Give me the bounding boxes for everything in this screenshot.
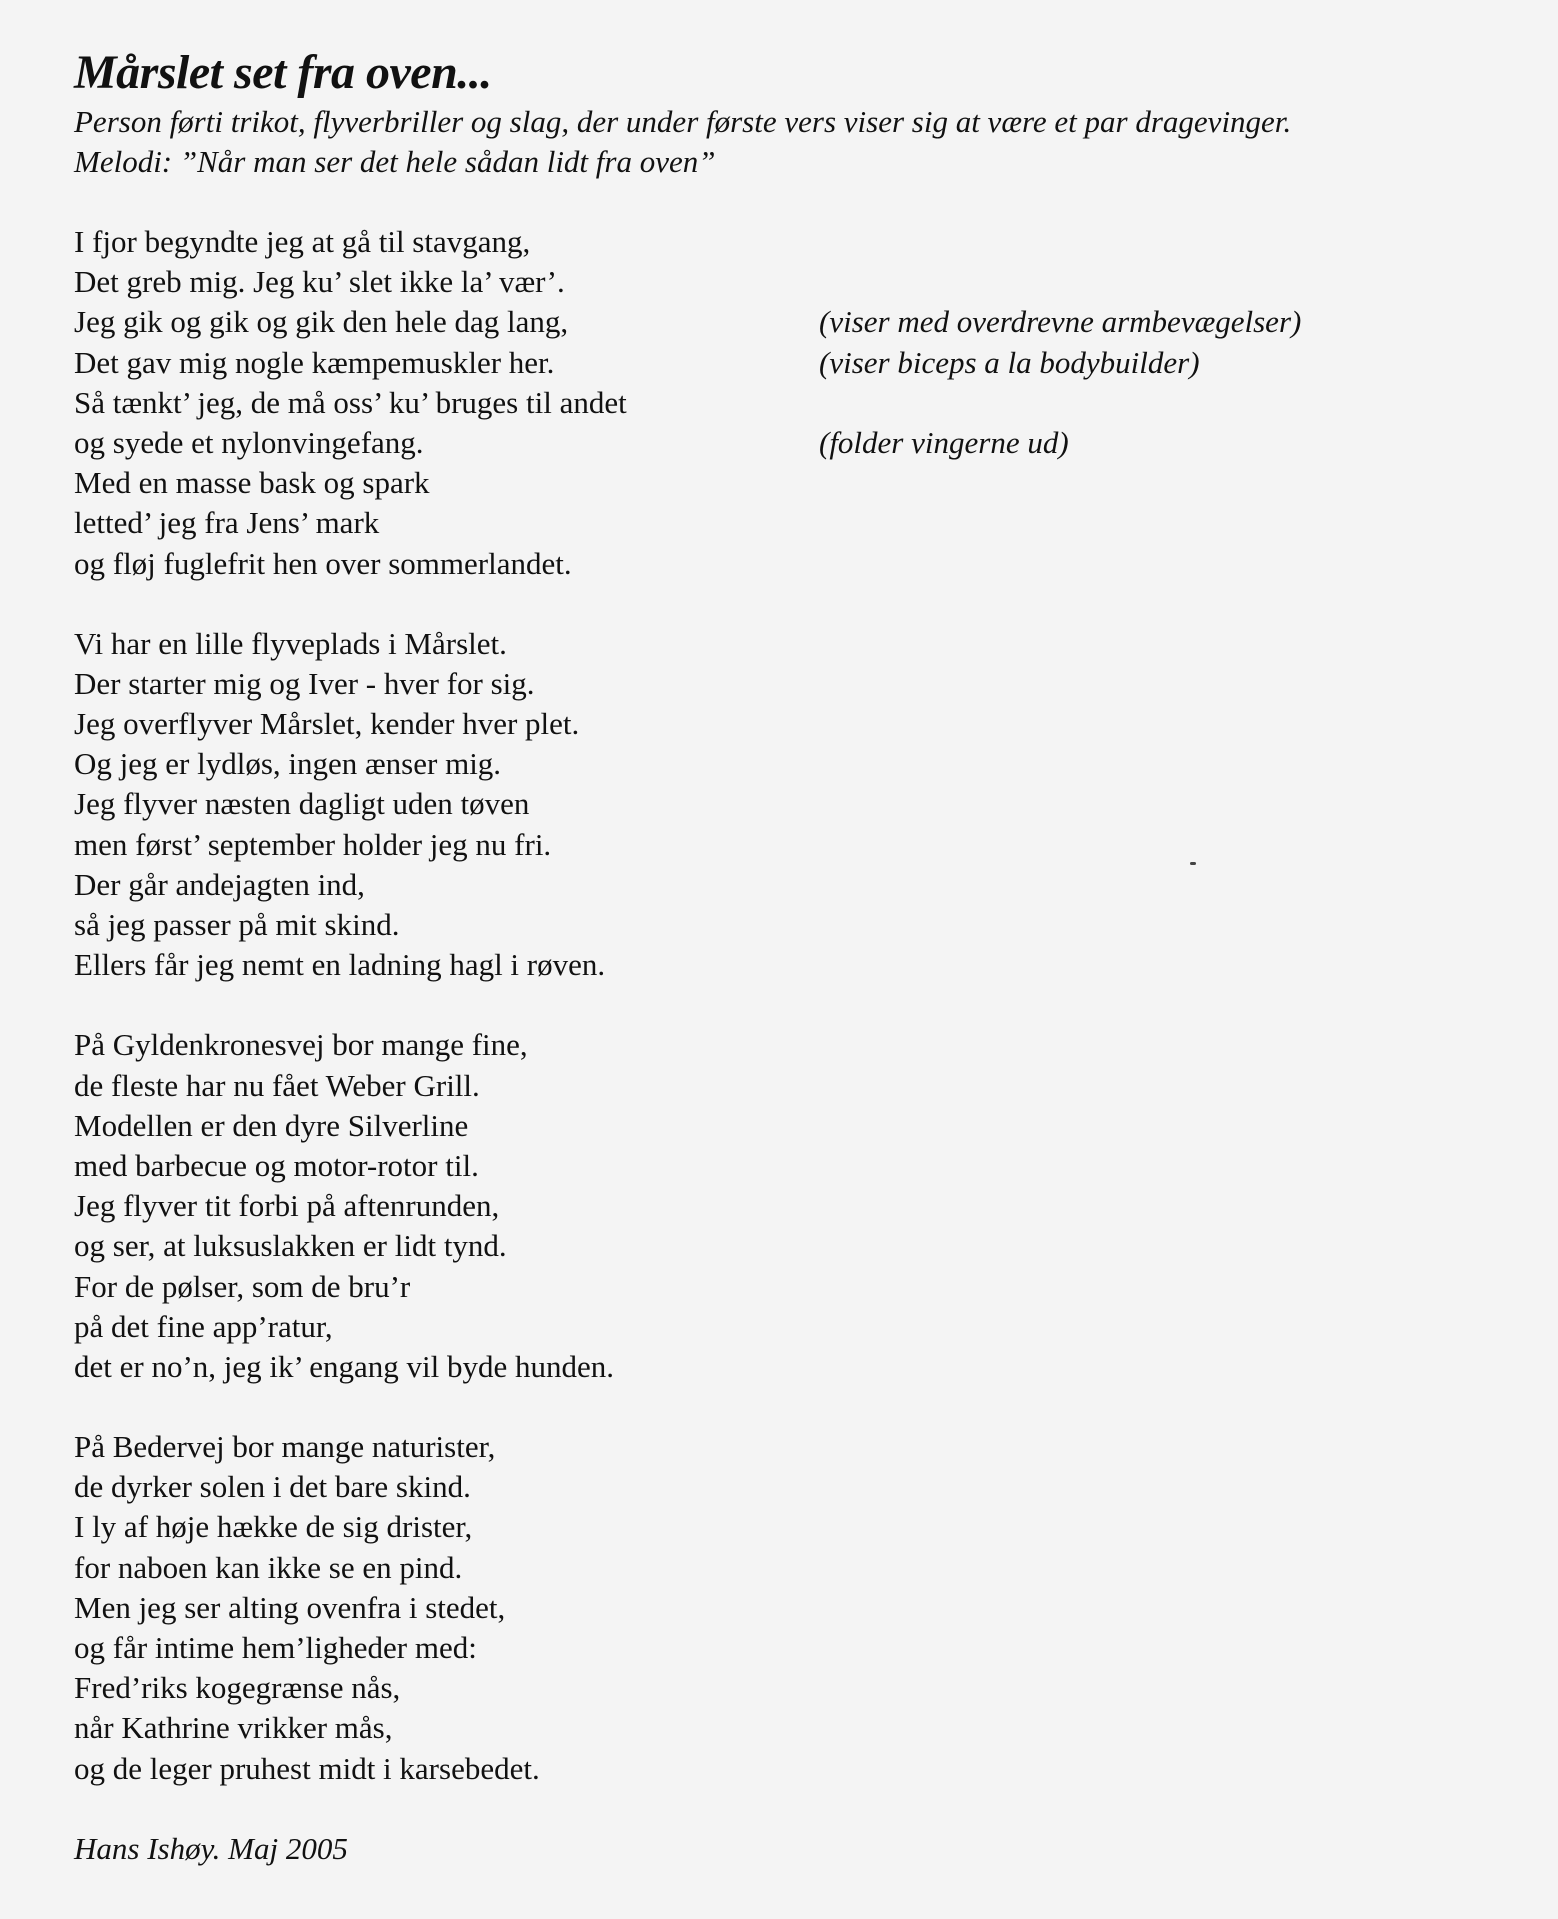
verse-line-text: og de leger pruhest midt i karsebedet. bbox=[74, 1750, 540, 1786]
verse-line-text: Ellers får jeg nemt en ladning hagl i røven. bbox=[74, 947, 606, 983]
verse-line-text: det er no’n, jeg ik’ engang vil byde hunden. bbox=[74, 1348, 615, 1384]
verse-line bbox=[74, 1427, 1518, 1467]
verse-line bbox=[74, 1025, 1518, 1065]
verse-line-text: Jeg overflyver Mårslet, kender hver plet. bbox=[74, 706, 580, 742]
verse-line-text: Der går andejagten ind, bbox=[74, 866, 365, 902]
verse-line-text: når Kathrine vrikker mås, bbox=[74, 1710, 393, 1746]
verse-line bbox=[74, 1708, 1518, 1748]
verse-line bbox=[74, 744, 1518, 784]
verse-line bbox=[74, 945, 1518, 985]
verse-line bbox=[74, 624, 1518, 664]
verse-line bbox=[74, 1267, 1518, 1307]
stanza bbox=[74, 624, 1518, 986]
verse-line bbox=[74, 1628, 1518, 1668]
verse-line bbox=[74, 1186, 1518, 1226]
verse-line-text: de dyrker solen i det bare skind. bbox=[74, 1469, 471, 1505]
verse-line bbox=[74, 1307, 1518, 1347]
verse-line-text: og får intime hem’ligheder med: bbox=[74, 1630, 477, 1665]
verse-line-text: Det greb mig. Jeg ku’ slet ikke la’ vær’. bbox=[74, 264, 565, 300]
verse-line-text: Jeg flyver næsten dagligt uden tøven bbox=[74, 786, 530, 822]
stage-direction: (viser biceps a la bodybuilder) bbox=[819, 344, 1200, 380]
verse-line bbox=[74, 463, 1518, 503]
stanza bbox=[74, 1025, 1518, 1387]
verse-line bbox=[74, 1548, 1518, 1588]
subtitle-melody: Melodi: ”Når man ser det hele sådan lidt fra oven” bbox=[74, 144, 716, 179]
verse-line-text: Der starter mig og Iver - hver for sig. bbox=[74, 665, 535, 701]
verse-line-text: Så tænkt’ jeg, de må oss’ ku’ bruges til andet bbox=[74, 384, 627, 420]
verse-line bbox=[74, 1467, 1518, 1507]
verse-line bbox=[74, 664, 1518, 704]
verse-line bbox=[74, 544, 1518, 584]
verse-line-text: Vi har en lille flyveplads i Mårslet. bbox=[74, 625, 507, 661]
verse-line bbox=[74, 1146, 1518, 1186]
verse-line-text: Med en masse bask og spark bbox=[74, 465, 430, 501]
verse-line bbox=[74, 825, 1518, 865]
verse-line-text: På Gyldenkronesvej bor mange fine, bbox=[74, 1027, 528, 1063]
stage-direction: (viser med overdrevne armbevægelser) bbox=[819, 304, 1302, 340]
verse-line bbox=[74, 1226, 1518, 1266]
song-title: Mårslet set fra oven... bbox=[74, 46, 492, 99]
verse-line-text: og ser, at luksuslakken er lidt tynd. bbox=[74, 1228, 507, 1264]
verse-line bbox=[74, 784, 1518, 824]
verse-line bbox=[74, 1588, 1518, 1628]
scan-speck bbox=[1190, 862, 1196, 865]
verse-line-text: med barbecue og motor-rotor til. bbox=[74, 1147, 479, 1183]
verse-line bbox=[74, 383, 1518, 423]
verse-line-text: Jeg gik og gik og gik den hele dag lang, bbox=[74, 304, 569, 340]
verse-line-text: og syede et nylonvingefang. bbox=[74, 424, 424, 460]
stanza bbox=[74, 1427, 1518, 1789]
verse-line bbox=[74, 704, 1518, 744]
verse-line bbox=[74, 302, 1518, 342]
verse-line-text: Men jeg ser alting ovenfra i stedet, bbox=[74, 1589, 506, 1625]
verse-line bbox=[74, 1668, 1518, 1708]
verse-line bbox=[74, 222, 1518, 262]
verse-line-text: I fjor begyndte jeg at gå til stavgang, bbox=[74, 224, 531, 259]
verse-line-text: Fred’riks kogegrænse nås, bbox=[74, 1670, 401, 1706]
verse-line bbox=[74, 1066, 1518, 1106]
verse-line-text: så jeg passer på mit skind. bbox=[74, 907, 400, 942]
verse-line bbox=[74, 262, 1518, 302]
verse-line-text: og fløj fuglefrit hen over sommerlandet. bbox=[74, 545, 572, 581]
verse-line bbox=[74, 1106, 1518, 1146]
verse-line bbox=[74, 1347, 1518, 1387]
verse-line-text: Modellen er den dyre Silverline bbox=[74, 1107, 469, 1143]
verse-line bbox=[74, 423, 1518, 463]
verse-line bbox=[74, 1507, 1518, 1547]
verses bbox=[74, 222, 1518, 1789]
verse-line-text: letted’ jeg fra Jens’ mark bbox=[74, 505, 380, 541]
verse-line bbox=[74, 343, 1518, 383]
verse-line-text: de fleste har nu fået Weber Grill. bbox=[74, 1067, 480, 1103]
verse-line bbox=[74, 905, 1518, 945]
stage-direction: (folder vingerne ud) bbox=[819, 424, 1069, 460]
verse-line bbox=[74, 1749, 1518, 1789]
verse-line-text: men først’ september holder jeg nu fri. bbox=[74, 826, 552, 862]
verse-line-text: Og jeg er lydløs, ingen ænser mig. bbox=[74, 746, 502, 782]
verse-line bbox=[74, 503, 1518, 543]
verse-line-text: på det fine app’ratur, bbox=[74, 1308, 333, 1344]
verse-line bbox=[74, 865, 1518, 905]
stanza bbox=[74, 222, 1518, 584]
verse-line-text: I ly af høje hække de sig drister, bbox=[74, 1509, 473, 1545]
verse-line-text: For de pølser, som de bru’r bbox=[74, 1268, 411, 1304]
verse-line-text: Jeg flyver tit forbi på aftenrunden, bbox=[74, 1188, 500, 1224]
verse-line-text: for naboen kan ikke se en pind. bbox=[74, 1549, 463, 1585]
subtitle-costume: Person førti trikot, flyverbriller og slag, der under første vers viser sig at være et par dragevinger. bbox=[74, 104, 1292, 139]
verse-line-text: Det gav mig nogle kæmpemuskler her. bbox=[74, 344, 555, 380]
signature: Hans Ishøy. Maj 2005 bbox=[74, 1830, 348, 1866]
verse-line-text: På Bedervej bor mange naturister, bbox=[74, 1429, 496, 1465]
